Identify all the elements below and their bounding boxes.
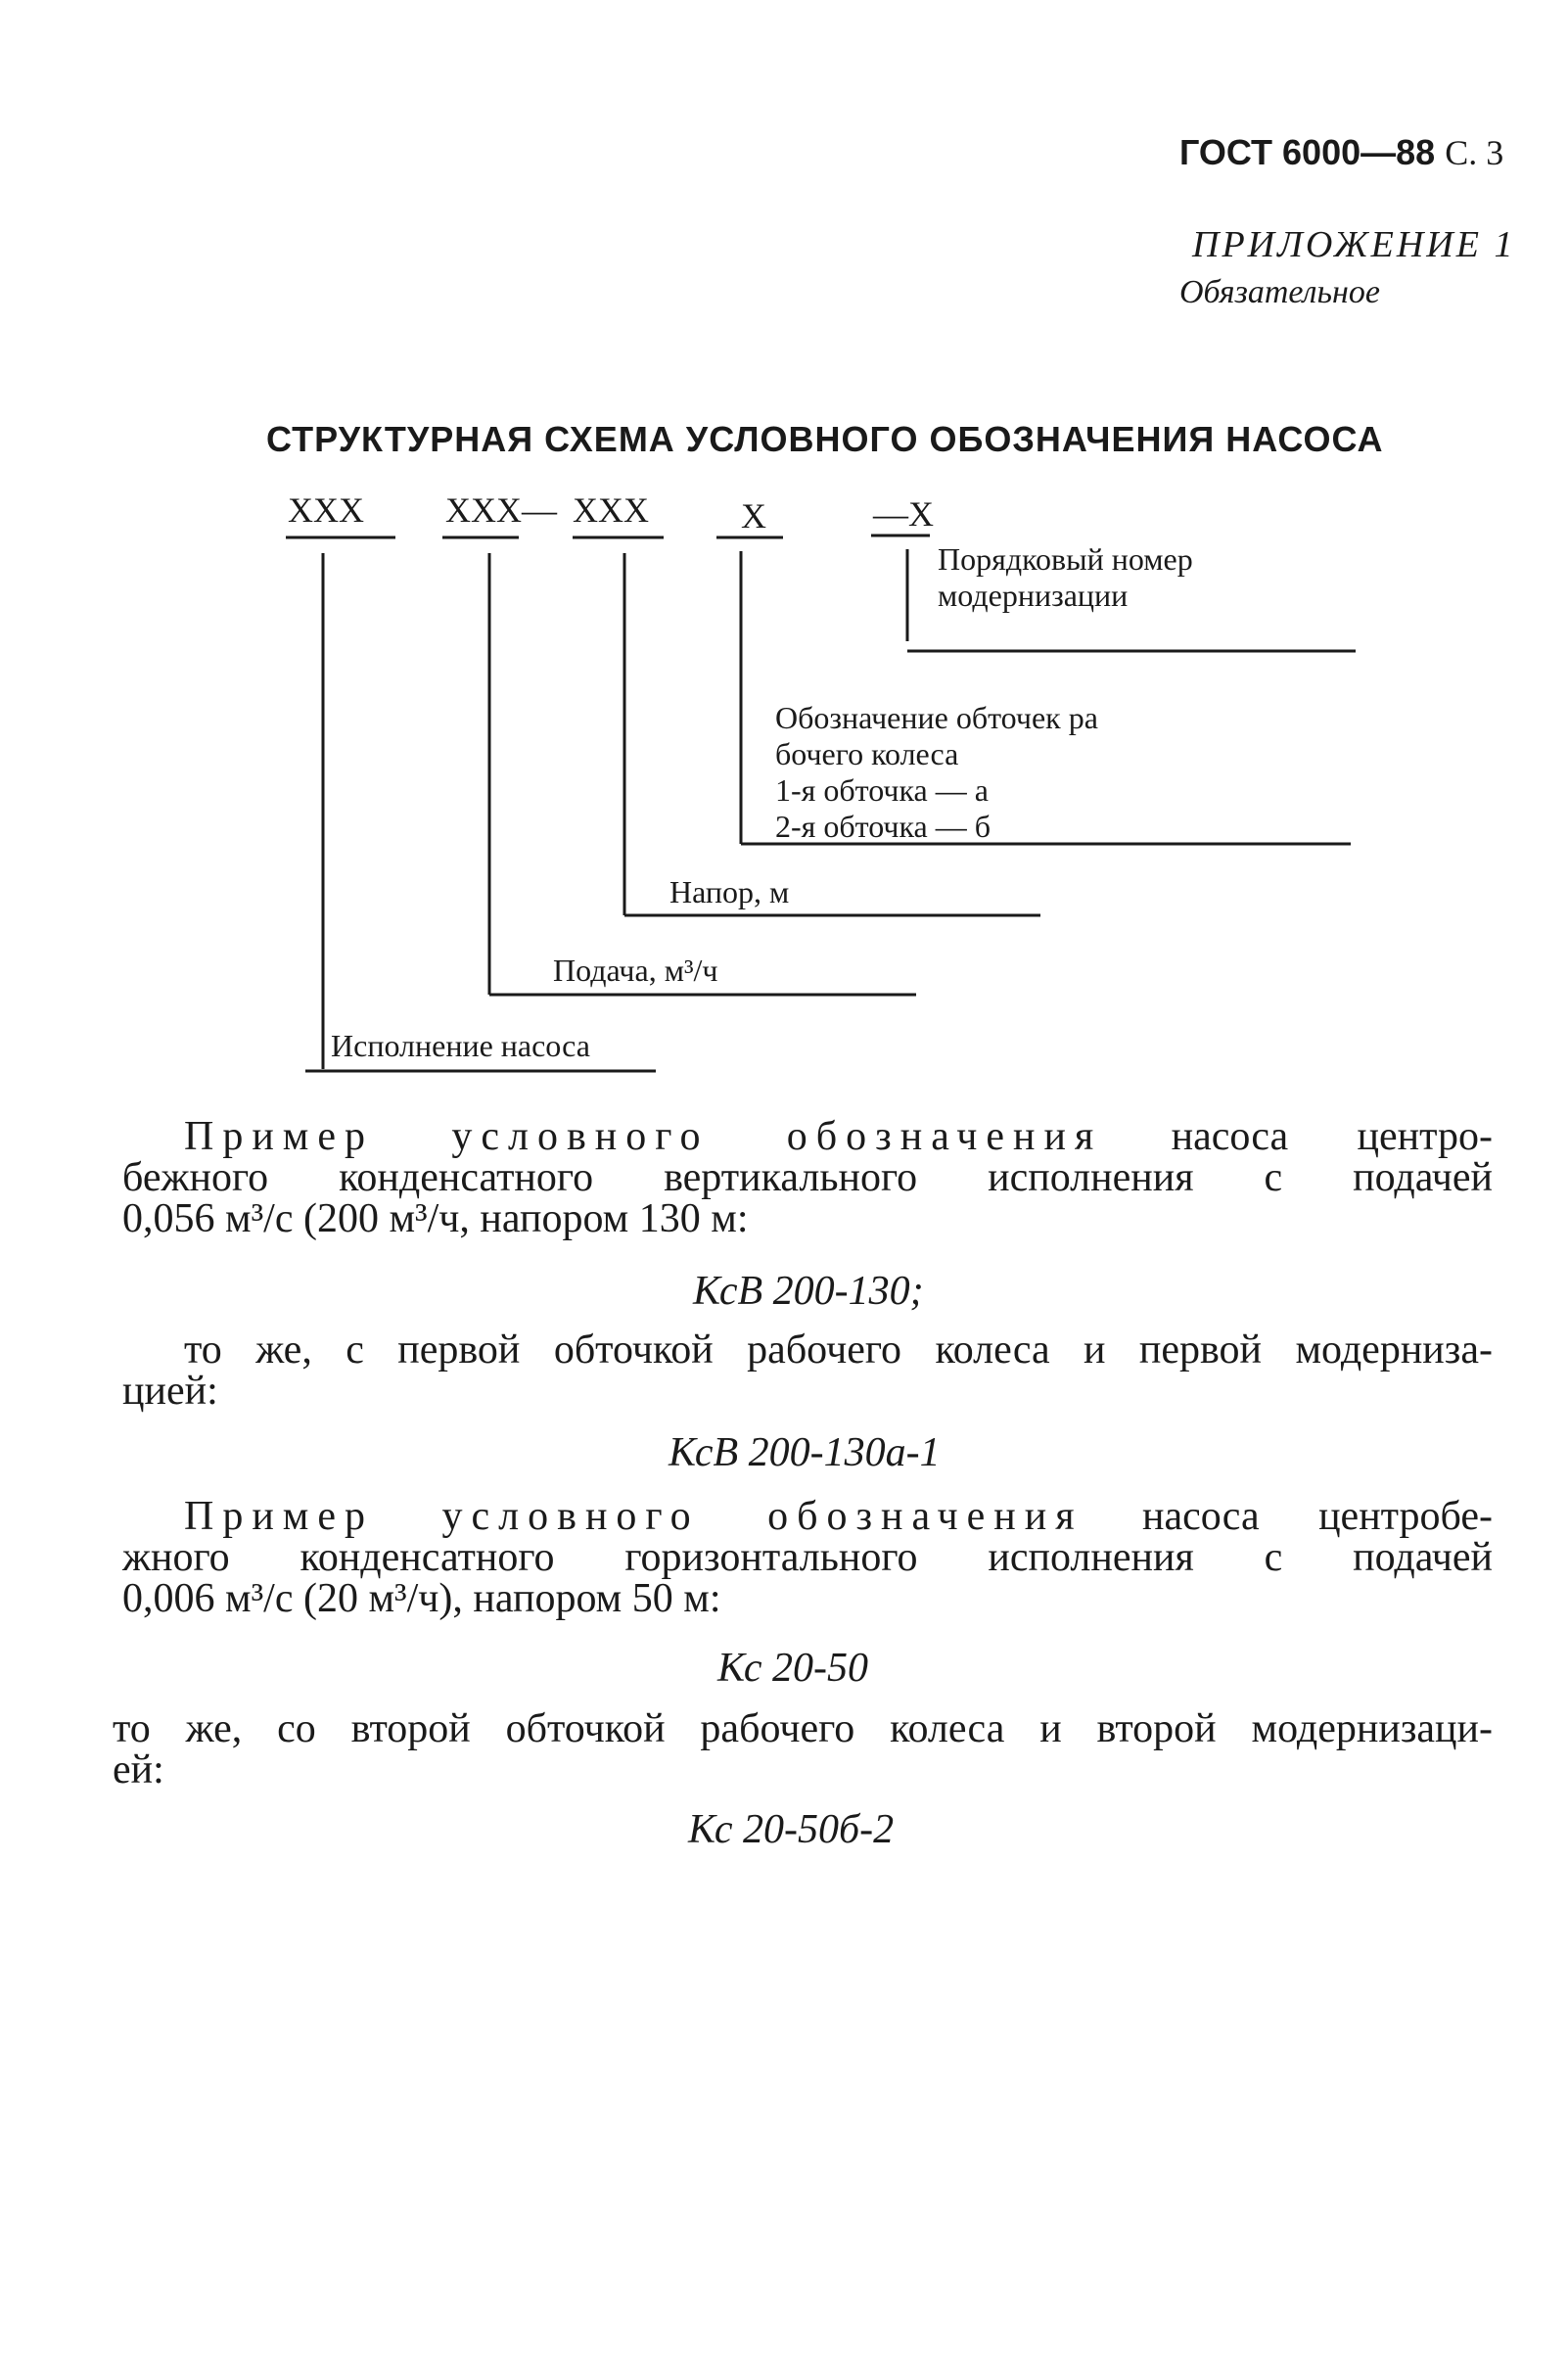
code-design: ХХХ (288, 490, 364, 530)
document-number: ГОСТ 6000—88 (1179, 132, 1436, 172)
code-head: ХХХ (573, 490, 649, 530)
label-flow: Подача, м³/ч (553, 953, 718, 988)
example-designation-3: Кс 20-50 (717, 1646, 868, 1691)
label-head: Напор, м (669, 874, 790, 909)
paragraph-line: то же, с первой обточкой рабочего колеса и первой модерниза- (184, 1327, 1493, 1373)
example-designation-4: Кс 20-50б-2 (688, 1807, 895, 1852)
paragraph-example-4 (113, 1708, 1493, 1791)
paragraph-line: 0,056 м³/с (200 м³/ч, напором 130 м: (122, 1196, 749, 1241)
paragraph-example-1 (122, 1116, 1493, 1239)
example-designation-2: КсВ 200-130а-1 (669, 1430, 941, 1475)
paragraph-line: Пример условного обозначения насоса центробе- (184, 1494, 1493, 1539)
appendix-title: ПРИЛОЖЕНИЕ 1 (1192, 224, 1516, 265)
code-dash: — (522, 490, 557, 530)
code-trim: Х (741, 496, 766, 535)
label-design: Исполнение насоса (331, 1028, 590, 1063)
paragraph-example-2 (122, 1329, 1493, 1412)
paragraph-line: бежного конденсатного вертикального исполнения с подачей (122, 1155, 1493, 1200)
scheme-title: СТРУКТУРНАЯ СХЕМА УСЛОВНОГО ОБОЗНАЧЕНИЯ НАСОСА (266, 419, 1384, 459)
code-flow: ХХХ (445, 490, 522, 530)
paragraph-line: ей: (113, 1747, 164, 1792)
appendix-status: Обязательное (1179, 274, 1380, 310)
page-number: С. 3 (1445, 133, 1504, 172)
paragraph-example-3 (122, 1496, 1493, 1619)
paragraph-line: то же, со второй обточкой рабочего колеса и второй модернизаци- (113, 1706, 1493, 1751)
paragraph-line: 0,006 м³/с (20 м³/ч), напором 50 м: (122, 1576, 721, 1621)
paragraph-line: Пример условного обозначения насоса центро- (184, 1114, 1493, 1159)
code-modernization: —Х (873, 494, 934, 534)
paragraph-line: цией: (122, 1369, 218, 1414)
paragraph-line: жного конденсатного горизонтального исполнения с подачей (122, 1535, 1493, 1580)
example-designation-1: КсВ 200-130; (693, 1269, 924, 1314)
label-modernization: Порядковый номер модернизации (938, 541, 1193, 613)
label-trim: Обозначение обточек ра бочего колеса 1-я обточка — а 2-я обточка — б (775, 700, 1098, 844)
